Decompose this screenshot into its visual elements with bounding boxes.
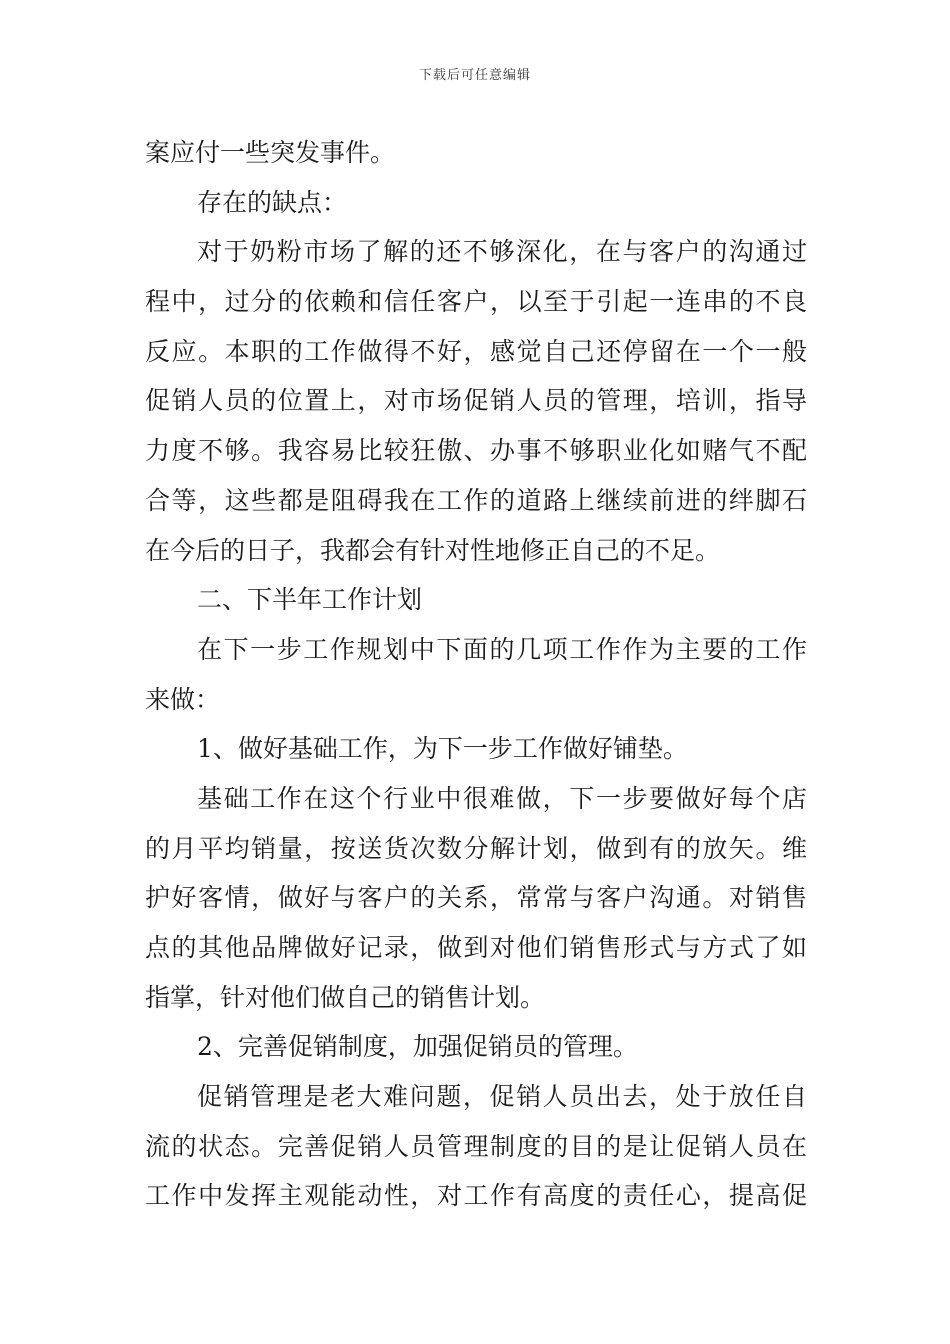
text-line: 促销人员的位置上，对市场促销人员的管理，培训，指导 xyxy=(145,386,807,416)
text-line: 2、完善促销制度，加强促销员的管理。 xyxy=(197,1032,638,1062)
text-line: 护好客情，做好与客户的关系，常常与客户沟通。对销售 xyxy=(145,883,807,913)
text-line: 点的其他品牌做好记录，做到对他们销售形式与方式了如 xyxy=(145,933,807,962)
text-line: 存在的缺点： xyxy=(197,187,348,217)
text-line: 的月平均销量，按送货次数分解计划，做到有的放矢。维 xyxy=(145,833,807,863)
text-line: 来做： xyxy=(145,684,221,714)
text-line: 反应。本职的工作做得不好，感觉自己还停留在一个一般 xyxy=(145,336,807,366)
text-line: 流的状态。完善促销人员管理制度的目的是让促销人员在 xyxy=(145,1131,807,1161)
text-line: 在下一步工作规划中下面的几项工作作为主要的工作 xyxy=(197,634,807,664)
text-line: 力度不够。我容易比较狂傲、办事不够职业化如赌气不配 xyxy=(145,436,807,466)
text-line: 1、做好基础工作，为下一步工作做好铺垫。 xyxy=(197,734,688,764)
document-body xyxy=(145,128,807,1221)
text-line: 工作中发挥主观能动性，对工作有高度的责任心，提高促 xyxy=(145,1181,807,1211)
text-line: 在今后的日子，我都会有针对性地修正自己的不足。 xyxy=(145,535,721,565)
page-header: 下载后可任意编辑 xyxy=(418,68,531,83)
text-line: 案应付一些突发事件。 xyxy=(145,138,396,167)
text-line: 合等，这些都是阻碍我在工作的道路上继续前进的绊脚石 xyxy=(145,485,807,515)
text-line: 二、下半年工作计划 xyxy=(197,585,423,615)
text-line: 促销管理是老大难问题，促销人员出去，处于放任自 xyxy=(197,1082,807,1112)
text-line: 对于奶粉市场了解的还不够深化，在与客户的沟通过 xyxy=(197,237,807,267)
text-line: 基础工作在这个行业中很难做，下一步要做好每个店 xyxy=(197,783,807,813)
text-line: 指掌，针对他们做自己的销售计划。 xyxy=(145,982,546,1012)
text-line: 程中，过分的依赖和信任客户，以至于引起一连串的不良 xyxy=(145,287,807,317)
